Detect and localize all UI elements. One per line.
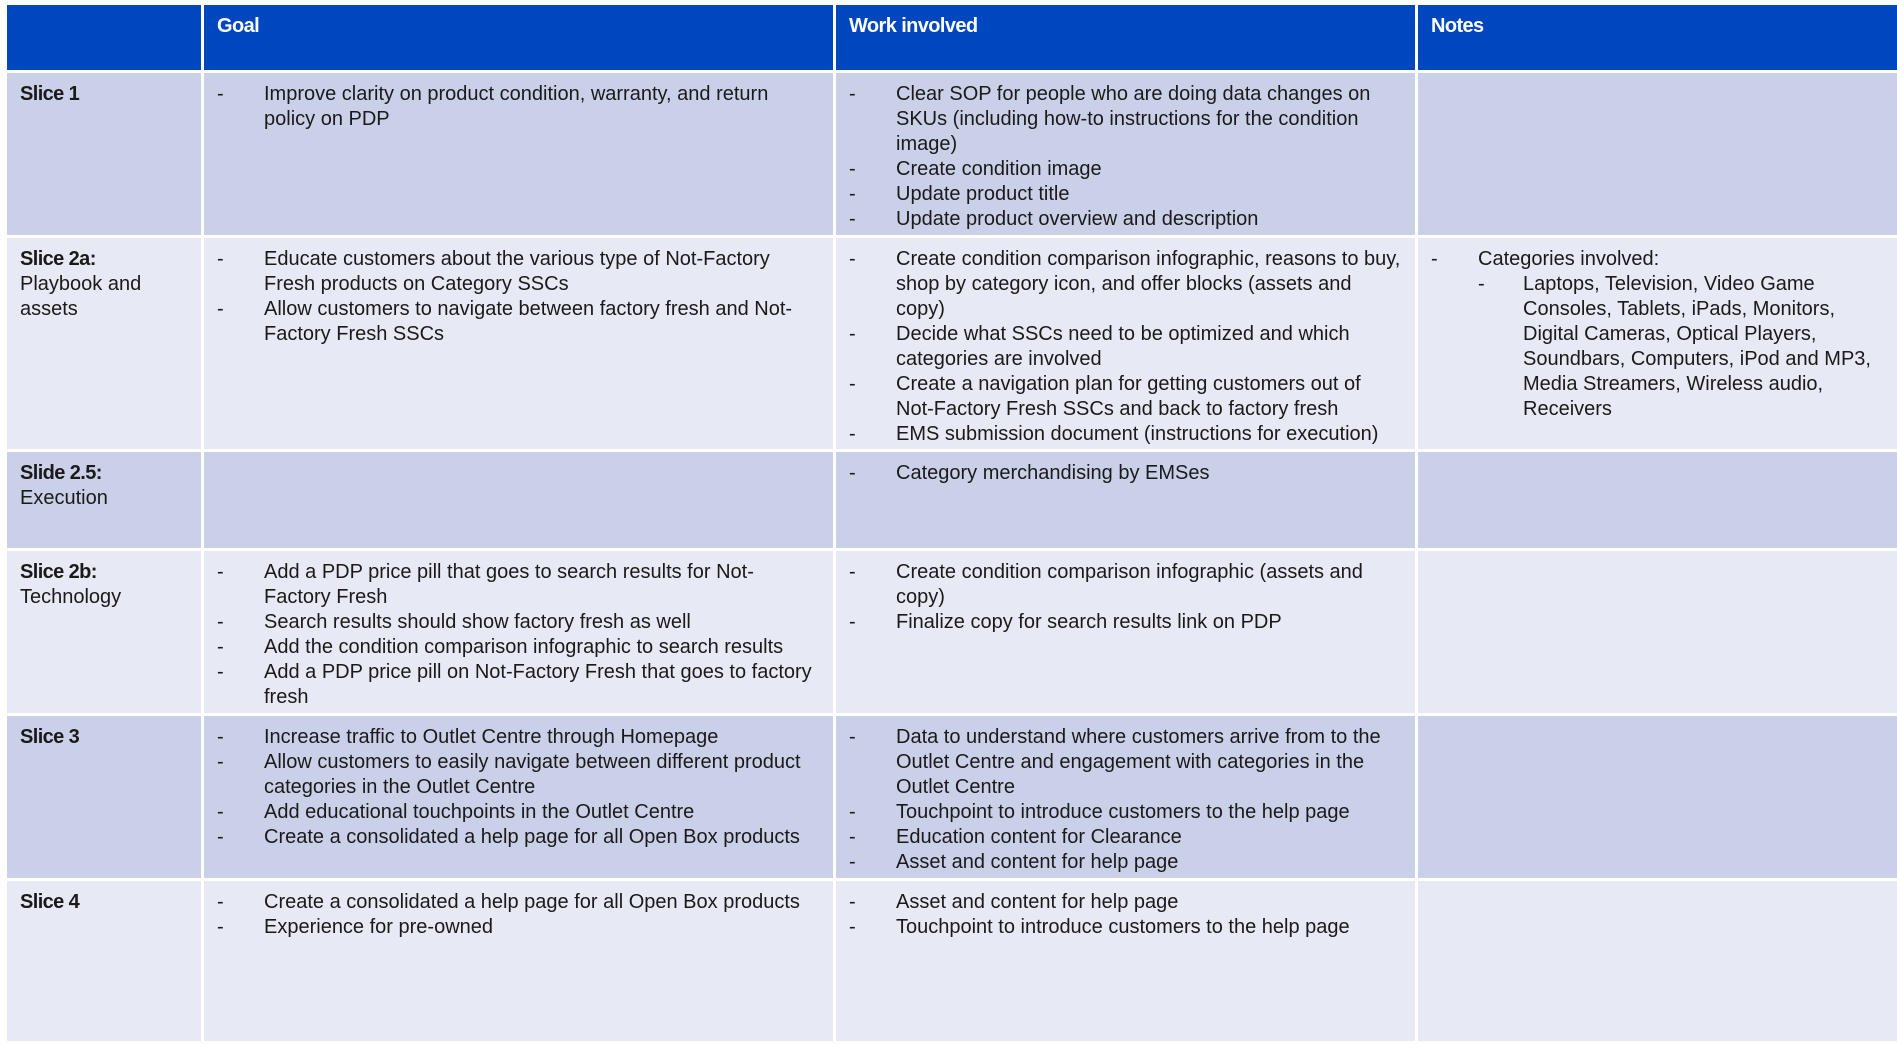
table-row [6,237,1897,451]
slice-subtitle: Playbook and assets [20,272,188,322]
notes-list [1431,247,1884,422]
work-cell-list [849,461,1402,486]
work-cell [835,880,1417,1043]
list-item: - Update product title [849,182,1402,207]
work-cell [835,550,1417,715]
notes-cell [1417,237,1897,451]
list-item: - Touchpoint to introduce customers to the help page [849,800,1402,825]
goal-cell-list [217,560,820,710]
goal-cell-list [217,890,820,940]
slice-cell [6,550,203,715]
slice-cell [6,880,203,1043]
list-item: - Education content for Clearance [849,825,1402,850]
list-item [1431,247,1884,422]
goal-cell [203,451,835,550]
work-cell-list [849,560,1402,635]
work-cell-list [849,82,1402,232]
slices-table [4,2,1897,1044]
goal-cell [203,715,835,880]
list-item: - Improve clarity on product condition, warranty, and return policy on PDP [217,82,820,132]
notes-cell [1417,72,1897,237]
work-cell [835,715,1417,880]
list-item: - EMS submission document (instructions for execution) [849,422,1402,447]
work-cell [835,237,1417,451]
list-item: - Touchpoint to introduce customers to the help page [849,915,1402,940]
slice-cell [6,237,203,451]
list-item: - Experience for pre-owned [217,915,820,940]
notes-sublist [1478,272,1884,422]
slice-name: Slide 2.5: [20,461,188,486]
slice-cell [6,72,203,237]
list-item: - Laptops, Television, Video Game Consoles, Tablets, iPads, Monitors, Digital Cameras, Optical Players, Soundbars, Computers, iPod and MP3, Media Streamers, Wireless audio, Receivers [1478,272,1884,422]
slice-subtitle: Execution [20,486,188,511]
goal-cell-list [217,247,820,347]
list-item: - Add a PDP price pill that goes to search results for Not-Factory Fresh [217,560,820,610]
slice-subtitle: Technology [20,585,188,610]
notes-cell [1417,880,1897,1043]
list-item: - Finalize copy for search results link on PDP [849,610,1402,635]
slice-name: Slice 2b: [20,560,188,585]
header-row [6,4,1897,72]
list-item: - Allow customers to navigate between factory fresh and Not-Factory Fresh SSCs [217,297,820,347]
header-notes: Notes [1417,4,1897,72]
list-item: - Create a navigation plan for getting customers out of Not-Factory Fresh SSCs and back to factory fresh [849,372,1402,422]
goal-cell [203,880,835,1043]
list-item: - Decide what SSCs need to be optimized and which categories are involved [849,322,1402,372]
goal-cell [203,237,835,451]
header-empty-cell [6,4,203,72]
list-item: - Clear SOP for people who are doing data changes on SKUs (including how-to instructions for the condition image) [849,82,1402,157]
slice-name: Slice 4 [20,890,188,915]
header-goal: Goal [203,4,835,72]
work-cell [835,72,1417,237]
list-item: - Category merchandising by EMSes [849,461,1402,486]
list-item: - Create condition comparison infographic (assets and copy) [849,560,1402,610]
goal-cell-list [217,82,820,132]
table-row [6,880,1897,1043]
list-item: - Create condition comparison infographic, reasons to buy, shop by category icon, and offer blocks (assets and copy) [849,247,1402,322]
list-item: - Asset and content for help page [849,890,1402,915]
slice-name: Slice 1 [20,82,188,107]
goal-cell [203,550,835,715]
table-row [6,550,1897,715]
goal-cell [203,72,835,237]
list-item: - Asset and content for help page [849,850,1402,875]
table-body [6,72,1897,1043]
work-cell-list [849,247,1402,447]
list-item: - Create a consolidated a help page for all Open Box products [217,825,820,850]
notes-cell [1417,715,1897,880]
list-item: - Create a consolidated a help page for all Open Box products [217,890,820,915]
work-cell-list [849,890,1402,940]
list-item: - Allow customers to easily navigate between different product categories in the Outlet Centre [217,750,820,800]
list-item: - Update product overview and description [849,207,1402,232]
notes-label: Categories involved: [1478,248,1659,270]
list-item: - Add the condition comparison infographic to search results [217,635,820,660]
notes-cell [1417,451,1897,550]
table-row [6,451,1897,550]
list-item: - Increase traffic to Outlet Centre through Homepage [217,725,820,750]
table-row [6,715,1897,880]
list-item: - Data to understand where customers arrive from to the Outlet Centre and engagement with categories in the Outlet Centre [849,725,1402,800]
goal-cell-list [217,725,820,850]
work-cell-list [849,725,1402,875]
notes-cell [1417,550,1897,715]
list-item: - Educate customers about the various type of Not-Factory Fresh products on Category SSCs [217,247,820,297]
slice-name: Slice 3 [20,725,188,750]
slice-name: Slice 2a: [20,247,188,272]
list-item: - Add a PDP price pill on Not-Factory Fresh that goes to factory fresh [217,660,820,710]
list-item: - Search results should show factory fresh as well [217,610,820,635]
list-item: - Create condition image [849,157,1402,182]
table-row [6,72,1897,237]
slice-cell [6,451,203,550]
slice-cell [6,715,203,880]
list-item: - Add educational touchpoints in the Outlet Centre [217,800,820,825]
header-work-involved: Work involved [835,4,1417,72]
work-cell [835,451,1417,550]
